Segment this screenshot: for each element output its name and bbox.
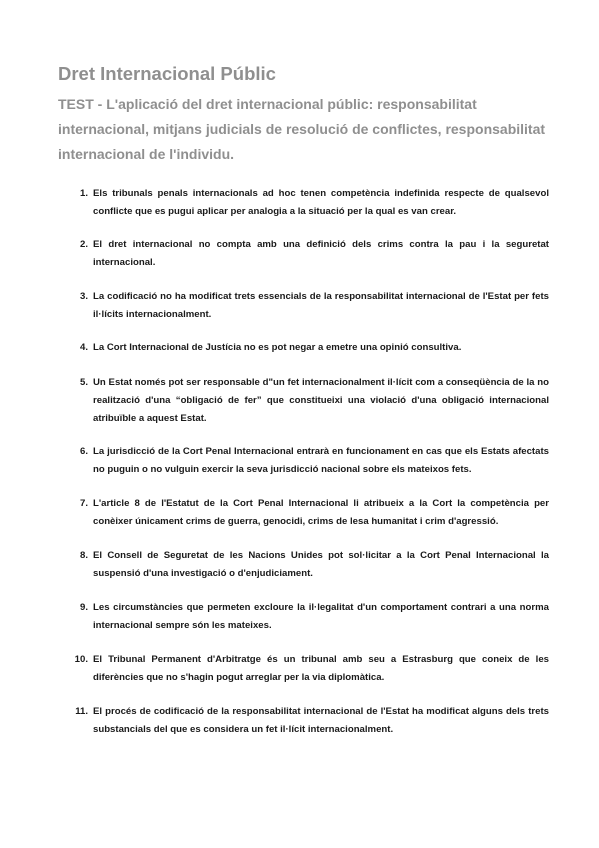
question-number: 11. bbox=[75, 706, 88, 717]
question-number: 7. bbox=[79, 498, 88, 509]
question-number: 4. bbox=[79, 342, 88, 353]
question-text: Un Estat només pot ser responsable d"un fet internacionalment il·lícit com a conseqüència de la no realització d'una “obligació de fer” que constitueixi una violació d'una obligació internacional atribuïble a aquest Estat. bbox=[93, 377, 549, 424]
question-number: 2. bbox=[79, 239, 88, 250]
question-text: El procés de codificació de la responsabilitat internacional de l'Estat ha modificat alguns dels trets substancials del que es considera un fet il·lícit internacionalment. bbox=[93, 706, 549, 735]
question-text: El dret internacional no compta amb una definició dels crims contra la pau i la seguretat internacional. bbox=[93, 239, 549, 268]
question-number: 10. bbox=[74, 654, 88, 665]
question-text: El Consell de Seguretat de les Nacions Unides pot sol·licitar a la Cort Penal Internacional la suspensió d'una investigació o d'enjudiciament. bbox=[93, 550, 549, 579]
question-text: La jurisdicció de la Cort Penal Internacional entrarà en funcionament en cas que els Estats afectats no puguin o no vulguin exercir la seva jurisdicció nacional sobre els mateixos fets. bbox=[93, 446, 549, 475]
question-number: 6. bbox=[79, 446, 88, 457]
document-subtitle: TEST - L'aplicació del dret internacional públic: responsabilitat internacional, mitjans judicials de resolució de conflictes, responsabilitat internacional de l'individu. bbox=[58, 96, 546, 162]
question-text: La Cort Internacional de Justícia no es pot negar a emetre una opinió consultiva. bbox=[93, 342, 462, 353]
question-text: Els tribunals penals internacionals ad hoc tenen competència indefinida respecte de qualsevol conflicte que es pugui aplicar per analogia a la situació per la qual es van crear. bbox=[93, 188, 549, 217]
question-number: 5. bbox=[79, 377, 88, 388]
question-number: 8. bbox=[79, 550, 88, 561]
question-text: El Tribunal Permanent d'Arbitratge és un tribunal amb seu a Estrasburg que coneix de les diferències que no s'hagin pogut arreglar per la via diplomàtica. bbox=[93, 654, 549, 683]
question-text: Les circumstàncies que permeten excloure la il·legalitat d'un comportament contrari a una norma internacional sempre són les mateixes. bbox=[93, 602, 549, 631]
question-number: 9. bbox=[79, 602, 88, 613]
question-text: La codificació no ha modificat trets essencials de la responsabilitat internacional de l'Estat per fets il·lícits internacionalment. bbox=[93, 291, 549, 320]
question-number: 1. bbox=[79, 188, 88, 199]
document-title: Dret Internacional Públic bbox=[58, 63, 276, 84]
question-number: 3. bbox=[79, 291, 88, 302]
question-text: L'article 8 de l'Estatut de la Cort Penal Internacional li atribueix a la Cort la competència per conèixer únicament crims de guerra, genocidi, crims de lesa humanitat i crim d'agressió. bbox=[93, 498, 549, 527]
